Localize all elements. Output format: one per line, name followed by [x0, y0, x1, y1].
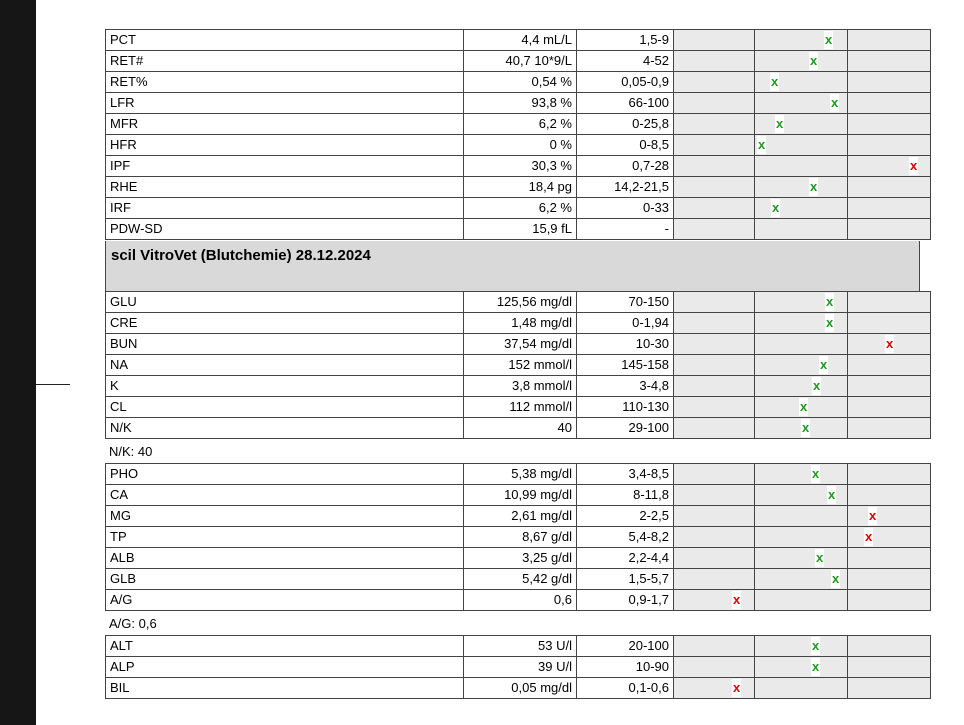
reference-range: 5,4-8,2	[577, 527, 674, 548]
indicator-normal	[755, 198, 848, 219]
indicator-low	[674, 376, 755, 397]
test-name: GLB	[106, 569, 464, 590]
indicator-normal	[755, 636, 848, 657]
test-value: 2,61 mg/dl	[464, 506, 577, 527]
reference-range: 2,2-4,4	[577, 548, 674, 569]
table-row	[106, 397, 931, 418]
indicator-normal	[755, 657, 848, 678]
indicator-high	[848, 548, 931, 569]
indicator-normal	[755, 30, 848, 51]
reference-range: 2-2,5	[577, 506, 674, 527]
indicator-low	[674, 548, 755, 569]
indicator-high	[848, 30, 931, 51]
normal-mark: x	[812, 638, 820, 653]
indicator-high	[848, 506, 931, 527]
test-name: N/K	[106, 418, 464, 439]
indicator-high	[848, 418, 931, 439]
test-name: HFR	[106, 135, 464, 156]
test-value: 4,4 mL/L	[464, 30, 577, 51]
test-value: 112 mmol/l	[464, 397, 577, 418]
indicator-normal	[755, 219, 848, 240]
indicator-low	[674, 485, 755, 506]
indicator-low	[674, 156, 755, 177]
test-name: CRE	[106, 313, 464, 334]
test-value: 5,38 mg/dl	[464, 464, 577, 485]
indicator-low	[674, 636, 755, 657]
indicator-high	[848, 678, 931, 699]
test-name: CA	[106, 485, 464, 506]
indicator-normal	[755, 569, 848, 590]
indicator-high	[848, 527, 931, 548]
table-row	[106, 198, 931, 219]
test-value: 40	[464, 418, 577, 439]
results-table-chemistry-2	[105, 463, 931, 611]
reference-range: 20-100	[577, 636, 674, 657]
test-value: 93,8 %	[464, 93, 577, 114]
test-value: 1,48 mg/dl	[464, 313, 577, 334]
indicator-normal	[755, 485, 848, 506]
table-row	[106, 334, 931, 355]
reference-range: 66-100	[577, 93, 674, 114]
normal-mark: x	[812, 659, 820, 674]
indicator-normal	[755, 334, 848, 355]
table-row	[106, 636, 931, 657]
out-of-range-mark: x	[865, 529, 873, 544]
reference-range: 1,5-5,7	[577, 569, 674, 590]
test-value: 8,67 g/dl	[464, 527, 577, 548]
indicator-normal	[755, 464, 848, 485]
indicator-high	[848, 376, 931, 397]
indicator-high	[848, 636, 931, 657]
indicator-low	[674, 177, 755, 198]
test-value: 0 %	[464, 135, 577, 156]
normal-mark: x	[812, 466, 820, 481]
indicator-high	[848, 313, 931, 334]
indicator-normal	[755, 292, 848, 313]
table-row	[106, 464, 931, 485]
test-value: 0,6	[464, 590, 577, 611]
indicator-high	[848, 355, 931, 376]
indicator-low	[674, 418, 755, 439]
normal-mark: x	[758, 137, 766, 152]
test-name: A/G	[106, 590, 464, 611]
test-value: 10,99 mg/dl	[464, 485, 577, 506]
indicator-low	[674, 569, 755, 590]
indicator-high	[848, 590, 931, 611]
margin-line	[36, 384, 70, 385]
test-name: GLU	[106, 292, 464, 313]
test-value: 152 mmol/l	[464, 355, 577, 376]
test-value: 0,54 %	[464, 72, 577, 93]
left-dark-bar	[0, 0, 36, 725]
test-name: LFR	[106, 93, 464, 114]
normal-mark: x	[828, 487, 836, 502]
table-row	[106, 114, 931, 135]
note-nk: N/K: 40	[109, 444, 153, 459]
test-name: ALP	[106, 657, 464, 678]
indicator-low	[674, 355, 755, 376]
reference-range: 3,4-8,5	[577, 464, 674, 485]
test-value: 15,9 fL	[464, 219, 577, 240]
reference-range: 10-90	[577, 657, 674, 678]
indicator-normal	[755, 590, 848, 611]
test-name: TP	[106, 527, 464, 548]
test-value: 53 U/l	[464, 636, 577, 657]
reference-range: 0,7-28	[577, 156, 674, 177]
table-row	[106, 30, 931, 51]
reference-range: 0,05-0,9	[577, 72, 674, 93]
test-name: PDW-SD	[106, 219, 464, 240]
table-row	[106, 355, 931, 376]
test-value: 37,54 mg/dl	[464, 334, 577, 355]
section-heading-text: scil VitroVet (Blutchemie) 28.12.2024	[111, 247, 371, 264]
test-value: 6,2 %	[464, 114, 577, 135]
indicator-low	[674, 397, 755, 418]
reference-range: 145-158	[577, 355, 674, 376]
indicator-normal	[755, 313, 848, 334]
indicator-normal	[755, 376, 848, 397]
table-row	[106, 219, 931, 240]
reference-range: 0-1,94	[577, 313, 674, 334]
table-row	[106, 569, 931, 590]
table-row	[106, 292, 931, 313]
indicator-normal	[755, 135, 848, 156]
indicator-low	[674, 678, 755, 699]
indicator-high	[848, 485, 931, 506]
results-table-chemistry-3	[105, 635, 931, 699]
table-row	[106, 313, 931, 334]
indicator-high	[848, 292, 931, 313]
indicator-normal	[755, 678, 848, 699]
reference-range: 29-100	[577, 418, 674, 439]
out-of-range-mark: x	[886, 336, 894, 351]
reference-range: 8-11,8	[577, 485, 674, 506]
indicator-low	[674, 657, 755, 678]
normal-mark: x	[826, 294, 834, 309]
indicator-normal	[755, 177, 848, 198]
indicator-normal	[755, 418, 848, 439]
indicator-low	[674, 590, 755, 611]
reference-range: -	[577, 219, 674, 240]
test-name: MFR	[106, 114, 464, 135]
out-of-range-mark: x	[733, 680, 741, 695]
test-name: CL	[106, 397, 464, 418]
indicator-low	[674, 527, 755, 548]
indicator-normal	[755, 397, 848, 418]
indicator-low	[674, 313, 755, 334]
reference-range: 3-4,8	[577, 376, 674, 397]
table-row	[106, 156, 931, 177]
indicator-normal	[755, 114, 848, 135]
indicator-low	[674, 334, 755, 355]
test-name: MG	[106, 506, 464, 527]
table-row	[106, 548, 931, 569]
reference-range: 4-52	[577, 51, 674, 72]
test-name: ALT	[106, 636, 464, 657]
indicator-high	[848, 464, 931, 485]
normal-mark: x	[802, 420, 810, 435]
reference-range: 14,2-21,5	[577, 177, 674, 198]
indicator-high	[848, 93, 931, 114]
indicator-low	[674, 219, 755, 240]
table-row	[106, 678, 931, 699]
out-of-range-mark: x	[869, 508, 877, 523]
table-row	[106, 657, 931, 678]
test-value: 6,2 %	[464, 198, 577, 219]
table-row	[106, 177, 931, 198]
indicator-high	[848, 569, 931, 590]
normal-mark: x	[810, 53, 818, 68]
indicator-normal	[755, 51, 848, 72]
indicator-low	[674, 114, 755, 135]
indicator-low	[674, 506, 755, 527]
note-ag: A/G: 0,6	[109, 616, 157, 631]
indicator-normal	[755, 355, 848, 376]
indicator-low	[674, 292, 755, 313]
test-name: RHE	[106, 177, 464, 198]
indicator-low	[674, 93, 755, 114]
normal-mark: x	[771, 74, 779, 89]
test-value: 3,8 mmol/l	[464, 376, 577, 397]
test-name: IRF	[106, 198, 464, 219]
indicator-high	[848, 397, 931, 418]
table-row	[106, 51, 931, 72]
test-value: 125,56 mg/dl	[464, 292, 577, 313]
normal-mark: x	[826, 315, 834, 330]
table-row	[106, 485, 931, 506]
reference-range: 0,1-0,6	[577, 678, 674, 699]
reference-range: 0,9-1,7	[577, 590, 674, 611]
test-name: BUN	[106, 334, 464, 355]
indicator-high	[848, 657, 931, 678]
test-name: ALB	[106, 548, 464, 569]
reference-range: 0-25,8	[577, 114, 674, 135]
reference-range: 0-33	[577, 198, 674, 219]
indicator-low	[674, 135, 755, 156]
indicator-normal	[755, 548, 848, 569]
reference-range: 10-30	[577, 334, 674, 355]
normal-mark: x	[813, 378, 821, 393]
indicator-low	[674, 198, 755, 219]
normal-mark: x	[831, 95, 839, 110]
normal-mark: x	[816, 550, 824, 565]
test-name: RET%	[106, 72, 464, 93]
test-name: K	[106, 376, 464, 397]
out-of-range-mark: x	[733, 592, 741, 607]
normal-mark: x	[800, 399, 808, 414]
test-value: 39 U/l	[464, 657, 577, 678]
reference-range: 1,5-9	[577, 30, 674, 51]
table-row	[106, 376, 931, 397]
out-of-range-mark: x	[910, 158, 918, 173]
indicator-normal	[755, 506, 848, 527]
indicator-normal	[755, 156, 848, 177]
table-row	[106, 527, 931, 548]
indicator-normal	[755, 93, 848, 114]
indicator-normal	[755, 72, 848, 93]
indicator-low	[674, 464, 755, 485]
table-row	[106, 72, 931, 93]
indicator-high	[848, 72, 931, 93]
indicator-high	[848, 198, 931, 219]
table-row	[106, 135, 931, 156]
test-name: BIL	[106, 678, 464, 699]
section-heading	[105, 241, 920, 291]
table-row	[106, 418, 931, 439]
indicator-low	[674, 51, 755, 72]
indicator-high	[848, 135, 931, 156]
normal-mark: x	[832, 571, 840, 586]
table-row	[106, 93, 931, 114]
results-table-hematology	[105, 29, 931, 240]
indicator-high	[848, 334, 931, 355]
test-name: PHO	[106, 464, 464, 485]
indicator-normal	[755, 527, 848, 548]
reference-range: 110-130	[577, 397, 674, 418]
normal-mark: x	[820, 357, 828, 372]
indicator-high	[848, 219, 931, 240]
test-name: PCT	[106, 30, 464, 51]
reference-range: 0-8,5	[577, 135, 674, 156]
test-name: IPF	[106, 156, 464, 177]
normal-mark: x	[810, 179, 818, 194]
normal-mark: x	[776, 116, 784, 131]
test-value: 40,7 10*9/L	[464, 51, 577, 72]
test-name: RET#	[106, 51, 464, 72]
indicator-low	[674, 30, 755, 51]
test-value: 18,4 pg	[464, 177, 577, 198]
indicator-high	[848, 177, 931, 198]
indicator-high	[848, 51, 931, 72]
indicator-high	[848, 114, 931, 135]
reference-range: 70-150	[577, 292, 674, 313]
normal-mark: x	[772, 200, 780, 215]
test-value: 5,42 g/dl	[464, 569, 577, 590]
normal-mark: x	[825, 32, 833, 47]
test-value: 30,3 %	[464, 156, 577, 177]
test-name: NA	[106, 355, 464, 376]
table-row	[106, 506, 931, 527]
table-row	[106, 590, 931, 611]
results-table-chemistry-1	[105, 291, 931, 439]
indicator-high	[848, 156, 931, 177]
test-value: 3,25 g/dl	[464, 548, 577, 569]
test-value: 0,05 mg/dl	[464, 678, 577, 699]
indicator-low	[674, 72, 755, 93]
